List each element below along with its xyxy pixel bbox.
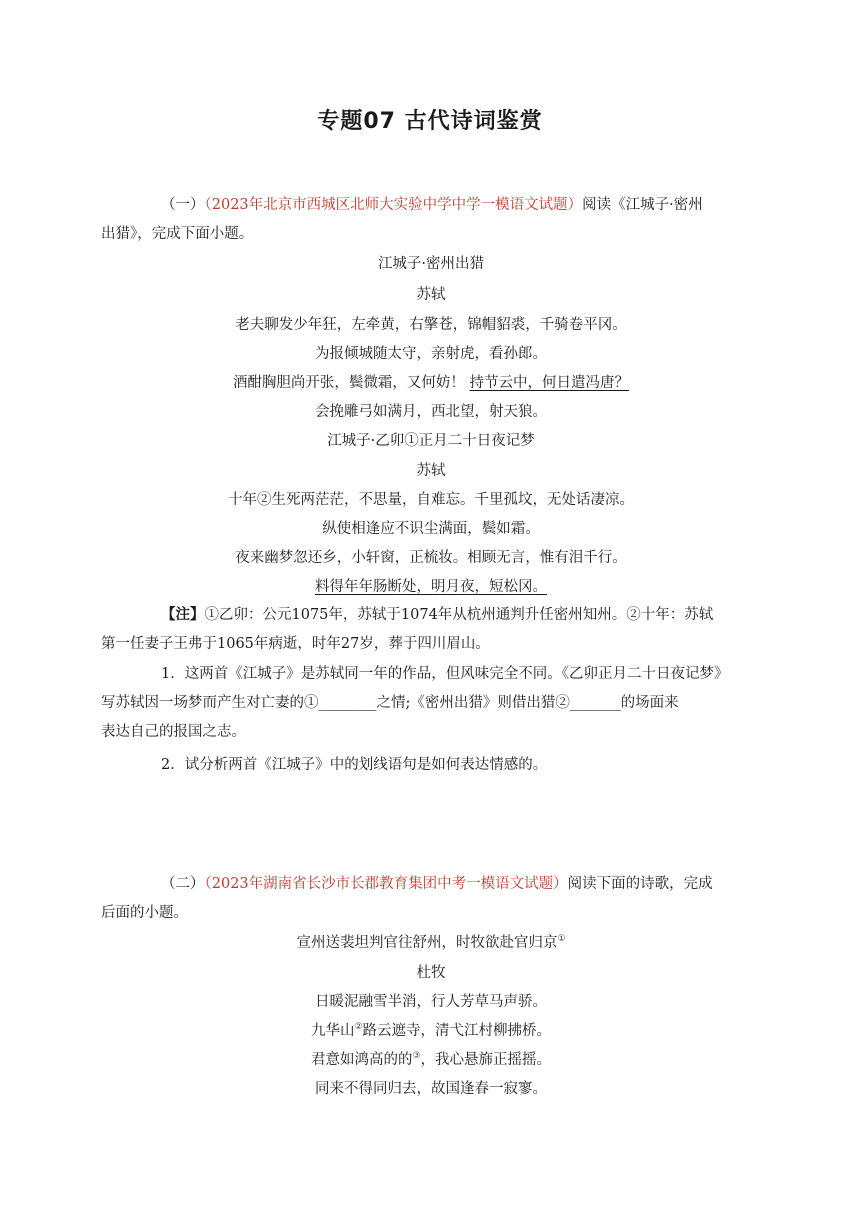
question-1	[101, 660, 731, 747]
poem3-title	[131, 933, 731, 953]
section2-source: （2023年湖南省长沙市长郡教育集团中考一模语文试题）	[204, 876, 568, 892]
poem3-author: 杜牧	[416, 965, 446, 981]
section2-intro-text: 阅读下面的诗歌，完成	[567, 876, 713, 892]
question-2: 2．试分析两首《江城子》中的划线语句是如何表达情感的。	[161, 757, 548, 773]
note-heading: 【注】	[161, 607, 205, 623]
question-1-line-3: 表达自己的报国之志。	[101, 724, 246, 740]
poem1-line-3a: 酒酣胸胆尚开张，鬓微霜，又何妨！	[232, 375, 465, 391]
poem2-line-1: 十年②生死两茫茫，不思量，自难忘。千里孤坟，无处话凄凉。	[228, 492, 634, 508]
section1-intro	[101, 191, 731, 249]
section2-intro-line2: 后面的小题。	[101, 905, 188, 921]
poem3-line-2-footnote-mark: ②	[354, 1022, 363, 1032]
poem1-line-2: 为报倾城随太守，亲射虎，看孙郎。	[315, 346, 547, 362]
poem2-line-3: 夜来幽梦忽还乡，小轩窗，正梳妆。相顾无言，惟有泪千行。	[235, 550, 627, 566]
poem3-title-footnote-mark: ①	[557, 934, 566, 944]
poem3-line-3a: 君意如鸿高的的	[310, 1052, 413, 1068]
poem1-line-1: 老夫聊发少年狂，左牵黄，右擎苍，锦帽貂裘，千骑卷平冈。	[235, 317, 627, 333]
poem3-line-1: 日暖泥融雪半消，行人芳草马声骄。	[315, 994, 547, 1010]
poem3-title-text: 宣州送裴坦判官往舒州，时牧欲赴官归京	[296, 935, 558, 951]
poem2-underlined-line: 料得年年肠断处，明月夜，短松冈。	[315, 579, 547, 595]
note-text-1: ①乙卯：公元1075年，苏轼于1074年从杭州通判升任密州知州。②十年：苏轼	[204, 607, 714, 623]
poem1-line-4: 会挽雕弓如满月，西北望，射天狼。	[315, 404, 547, 420]
poem3-line-3-footnote-mark: ③	[412, 1051, 421, 1061]
poem1-line-3	[131, 373, 731, 393]
poem3-line-3	[131, 1050, 731, 1070]
section2-prefix: （二）	[161, 876, 205, 892]
poem1-author: 苏轼	[416, 287, 446, 303]
section2-intro	[101, 870, 731, 928]
section1-intro-text: 阅读《江城子·密州	[582, 197, 703, 213]
poem1-title: 江城子·密州出猎	[377, 256, 485, 272]
poem2-title: 江城子·乙卯①正月二十日夜记梦	[327, 433, 535, 449]
poem3-line-2a: 九华山	[310, 1023, 355, 1039]
question-1-line-1: 1．这两首《江城子》是苏轼同一年的作品，但风味完全不同。《乙卯正月二十日夜记梦》	[161, 666, 729, 682]
poem3-line-4: 同来不得同归去，故国逢春一寂寥。	[315, 1081, 547, 1097]
poem2-line-4	[131, 577, 731, 597]
page-title: 专题07 古代诗词鉴赏	[317, 109, 543, 134]
section1-prefix: （一）	[161, 197, 205, 213]
poem3-line-2	[131, 1021, 731, 1041]
question-1-line-2: 写苏轼因一场梦而产生对亡妻的①________之情;《密州出猎》则借出猎②_______的场面来	[101, 695, 679, 711]
poem3-line-3b: ，我心悬旆正摇摇。	[420, 1052, 552, 1068]
poem2-author: 苏轼	[416, 463, 446, 479]
poem1-underlined-line: 持节云中，何日遣冯唐？	[469, 375, 630, 391]
poem3-line-2b: 路云遮寺，清弋江村柳拂桥。	[362, 1023, 552, 1039]
note-text-2: 第一任妻子王弗于1065年病逝，时年27岁，葬于四川眉山。	[101, 636, 490, 652]
section1-note	[101, 601, 731, 659]
section1-source: （2023年北京市西城区北师大实验中学中学一模语文试题）	[204, 197, 583, 213]
poem2-line-2: 纵使相逢应不识尘满面，鬓如霜。	[322, 521, 540, 537]
section1-intro-line2: 出猎》，完成下面小题。	[101, 226, 254, 242]
